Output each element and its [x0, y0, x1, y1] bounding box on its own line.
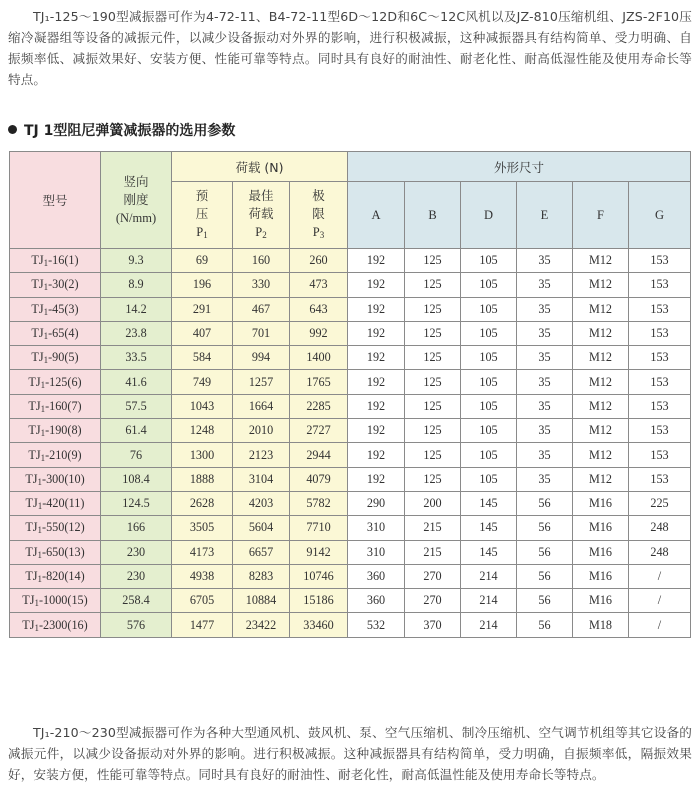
cell-dim-e: 35: [517, 394, 573, 418]
cell-p2: 2123: [233, 443, 290, 467]
intro-text: TJ₁-125～190型减振器可作为4-72-11、B4-72-11型6D～12D和6C～12C风机以及JZ-810压缩机组、JZS-2F10压缩冷凝器组等设备的减振元件，以减少设备振动对外界的影响，进行积极减振，这种减振器具有结构简单、受力明确、自振频率低、减振效果好、安装方便、性能可靠等特点。同时具有良好的耐油性、耐老化性、耐高低湿性能及使用寿命长等特点。: [8, 9, 692, 87]
cell-dim-d: 105: [461, 297, 517, 321]
cell-dim-g: /: [629, 589, 691, 613]
cell-dim-b: 270: [405, 564, 461, 588]
cell-dim-d: 105: [461, 394, 517, 418]
cell-dim-g: 153: [629, 370, 691, 394]
header-p1: 预 压 $P_1$: [172, 182, 233, 249]
cell-dim-d: 145: [461, 540, 517, 564]
cell-stiffness: 124.5: [101, 491, 172, 515]
cell-p3: 33460: [290, 613, 348, 637]
cell-dim-d: 105: [461, 370, 517, 394]
cell-stiffness: 76: [101, 443, 172, 467]
table-row: [10, 297, 691, 321]
cell-dim-a: 192: [348, 249, 405, 273]
cell-dim-f: M12: [573, 249, 629, 273]
table-row: [10, 613, 691, 637]
cell-dim-g: 153: [629, 419, 691, 443]
header-load: 荷载 (N): [172, 152, 348, 182]
cell-p2: 4203: [233, 491, 290, 515]
header-dim-a: A: [348, 182, 405, 249]
cell-dim-e: 56: [517, 491, 573, 515]
cell-p3: 5782: [290, 491, 348, 515]
cell-dim-e: 56: [517, 589, 573, 613]
cell-dim-e: 56: [517, 564, 573, 588]
cell-dim-b: 125: [405, 273, 461, 297]
cell-p2: 8283: [233, 564, 290, 588]
cell-dim-b: 215: [405, 516, 461, 540]
table-row: [10, 273, 691, 297]
cell-dim-a: 192: [348, 443, 405, 467]
cell-dim-g: 153: [629, 249, 691, 273]
cell-stiffness: 33.5: [101, 346, 172, 370]
table-row: [10, 346, 691, 370]
cell-p2: 160: [233, 249, 290, 273]
cell-model: $TJ_1-30(2)$: [10, 273, 101, 297]
header-dim-e: E: [517, 182, 573, 249]
cell-model: $TJ_1-820(14)$: [10, 564, 101, 588]
cell-stiffness: 108.4: [101, 467, 172, 491]
cell-p1: 749: [172, 370, 233, 394]
cell-model: $TJ_1-190(8)$: [10, 419, 101, 443]
header-stiffness: 竖向 刚度 (N/mm): [101, 152, 172, 249]
cell-dim-d: 105: [461, 419, 517, 443]
table-row: [10, 443, 691, 467]
cell-dim-e: 35: [517, 346, 573, 370]
cell-p1: 584: [172, 346, 233, 370]
cell-stiffness: 8.9: [101, 273, 172, 297]
cell-p2: 1664: [233, 394, 290, 418]
cell-dim-f: M16: [573, 491, 629, 515]
cell-dim-g: 153: [629, 394, 691, 418]
cell-dim-f: M12: [573, 370, 629, 394]
table-body: [10, 249, 691, 638]
cell-dim-f: M12: [573, 394, 629, 418]
cell-dim-d: 145: [461, 516, 517, 540]
cell-p1: 4173: [172, 540, 233, 564]
cell-p3: 2285: [290, 394, 348, 418]
cell-p1: 4938: [172, 564, 233, 588]
cell-p1: 1477: [172, 613, 233, 637]
cell-dim-e: 35: [517, 273, 573, 297]
cell-p2: 330: [233, 273, 290, 297]
cell-dim-e: 56: [517, 613, 573, 637]
cell-dim-a: 192: [348, 394, 405, 418]
cell-p1: 1300: [172, 443, 233, 467]
cell-dim-a: 360: [348, 589, 405, 613]
header-dim-b: B: [405, 182, 461, 249]
cell-p3: 9142: [290, 540, 348, 564]
header-dimensions: 外形尺寸: [348, 152, 691, 182]
cell-dim-f: M16: [573, 564, 629, 588]
cell-model: $TJ_1-650(13)$: [10, 540, 101, 564]
cell-dim-f: M12: [573, 419, 629, 443]
cell-dim-a: 192: [348, 321, 405, 345]
cell-model: $TJ_1-210(9)$: [10, 443, 101, 467]
cell-p3: 2727: [290, 419, 348, 443]
table-row: [10, 540, 691, 564]
cell-stiffness: 41.6: [101, 370, 172, 394]
cell-p1: 196: [172, 273, 233, 297]
outro-text: TJ₁-210～230型减振器可作为各种大型通风机、鼓风机、泵、空气压缩机、制冷压缩机、空气调节机组等其它设备的减振元件，以减少设备振动对外界的影响。进行积极减振。这种减振器具有结构简单，受力明确，自振频率低，隔振效果好，安装方便，性能可靠等特点。同时具有良好的耐油性、耐老化性，耐高低温性能及使用寿命长等特点。: [8, 725, 692, 782]
cell-dim-b: 125: [405, 443, 461, 467]
cell-stiffness: 230: [101, 564, 172, 588]
cell-model: $TJ_1-2300(16)$: [10, 613, 101, 637]
cell-p3: 1765: [290, 370, 348, 394]
cell-dim-a: 192: [348, 297, 405, 321]
cell-dim-d: 105: [461, 443, 517, 467]
table-row: [10, 370, 691, 394]
cell-p1: 407: [172, 321, 233, 345]
cell-dim-b: 370: [405, 613, 461, 637]
cell-dim-e: 35: [517, 419, 573, 443]
cell-stiffness: 258.4: [101, 589, 172, 613]
cell-p3: 7710: [290, 516, 348, 540]
cell-dim-d: 105: [461, 273, 517, 297]
cell-dim-f: M12: [573, 467, 629, 491]
cell-p2: 23422: [233, 613, 290, 637]
cell-dim-f: M16: [573, 516, 629, 540]
cell-p1: 69: [172, 249, 233, 273]
cell-dim-b: 125: [405, 467, 461, 491]
cell-dim-a: 310: [348, 540, 405, 564]
cell-dim-b: 200: [405, 491, 461, 515]
cell-dim-f: M12: [573, 346, 629, 370]
table-row: [10, 394, 691, 418]
cell-p1: 1248: [172, 419, 233, 443]
outro-paragraph: [8, 722, 692, 785]
cell-dim-e: 35: [517, 321, 573, 345]
cell-p3: 4079: [290, 467, 348, 491]
cell-dim-g: 153: [629, 346, 691, 370]
cell-stiffness: 61.4: [101, 419, 172, 443]
cell-dim-d: 214: [461, 613, 517, 637]
cell-model: $TJ_1-125(6)$: [10, 370, 101, 394]
cell-dim-g: 153: [629, 273, 691, 297]
cell-dim-a: 310: [348, 516, 405, 540]
cell-model: $TJ_1-65(4)$: [10, 321, 101, 345]
cell-dim-e: 56: [517, 540, 573, 564]
cell-dim-d: 105: [461, 321, 517, 345]
cell-dim-g: 153: [629, 467, 691, 491]
cell-dim-b: 125: [405, 370, 461, 394]
cell-dim-f: M12: [573, 297, 629, 321]
cell-stiffness: 576: [101, 613, 172, 637]
cell-dim-g: 153: [629, 297, 691, 321]
cell-dim-a: 360: [348, 564, 405, 588]
cell-dim-f: M12: [573, 321, 629, 345]
cell-p1: 1043: [172, 394, 233, 418]
cell-dim-g: 248: [629, 516, 691, 540]
cell-dim-d: 145: [461, 491, 517, 515]
header-dim-d: D: [461, 182, 517, 249]
cell-dim-f: M12: [573, 273, 629, 297]
cell-p2: 994: [233, 346, 290, 370]
section-title: TJ 1型阻尼弹簧减振器的选用参数: [8, 120, 235, 140]
cell-model: $TJ_1-90(5)$: [10, 346, 101, 370]
cell-p3: 992: [290, 321, 348, 345]
cell-dim-d: 105: [461, 346, 517, 370]
cell-dim-f: M16: [573, 540, 629, 564]
cell-p2: 5604: [233, 516, 290, 540]
cell-p3: 260: [290, 249, 348, 273]
cell-model: $TJ_1-16(1)$: [10, 249, 101, 273]
bullet-icon: [8, 125, 17, 134]
cell-model: $TJ_1-160(7)$: [10, 394, 101, 418]
cell-dim-e: 35: [517, 443, 573, 467]
cell-dim-f: M16: [573, 589, 629, 613]
cell-p3: 643: [290, 297, 348, 321]
cell-p1: 3505: [172, 516, 233, 540]
cell-stiffness: 14.2: [101, 297, 172, 321]
table-row: [10, 589, 691, 613]
cell-stiffness: 23.8: [101, 321, 172, 345]
cell-dim-b: 215: [405, 540, 461, 564]
cell-p1: 2628: [172, 491, 233, 515]
cell-p2: 10884: [233, 589, 290, 613]
cell-dim-g: 153: [629, 321, 691, 345]
table-row: [10, 419, 691, 443]
cell-dim-a: 192: [348, 346, 405, 370]
cell-p2: 701: [233, 321, 290, 345]
cell-stiffness: 9.3: [101, 249, 172, 273]
cell-dim-e: 35: [517, 467, 573, 491]
cell-p3: 473: [290, 273, 348, 297]
cell-p3: 2944: [290, 443, 348, 467]
table-row: [10, 516, 691, 540]
header-p3: 极 限 $P_3$: [290, 182, 348, 249]
cell-p1: 1888: [172, 467, 233, 491]
cell-p3: 10746: [290, 564, 348, 588]
cell-dim-b: 125: [405, 321, 461, 345]
cell-dim-b: 125: [405, 249, 461, 273]
cell-model: $TJ_1-45(3)$: [10, 297, 101, 321]
cell-p2: 467: [233, 297, 290, 321]
cell-dim-e: 35: [517, 297, 573, 321]
cell-dim-e: 35: [517, 249, 573, 273]
cell-dim-g: 248: [629, 540, 691, 564]
cell-model: $TJ_1-300(10)$: [10, 467, 101, 491]
cell-stiffness: 166: [101, 516, 172, 540]
cell-dim-d: 105: [461, 249, 517, 273]
cell-dim-g: 225: [629, 491, 691, 515]
cell-dim-g: /: [629, 613, 691, 637]
table-row: [10, 467, 691, 491]
cell-dim-e: 56: [517, 516, 573, 540]
table-row: [10, 321, 691, 345]
cell-dim-a: 532: [348, 613, 405, 637]
cell-p2: 3104: [233, 467, 290, 491]
cell-p1: 6705: [172, 589, 233, 613]
cell-dim-a: 192: [348, 419, 405, 443]
cell-stiffness: 57.5: [101, 394, 172, 418]
cell-dim-b: 125: [405, 394, 461, 418]
cell-dim-f: M18: [573, 613, 629, 637]
cell-dim-d: 105: [461, 467, 517, 491]
cell-dim-a: 192: [348, 467, 405, 491]
cell-model: $TJ_1-1000(15)$: [10, 589, 101, 613]
cell-model: $TJ_1-550(12)$: [10, 516, 101, 540]
cell-dim-g: /: [629, 564, 691, 588]
cell-dim-b: 125: [405, 297, 461, 321]
cell-p2: 6657: [233, 540, 290, 564]
header-dim-g: G: [629, 182, 691, 249]
cell-dim-d: 214: [461, 589, 517, 613]
cell-dim-a: 192: [348, 273, 405, 297]
table-row: [10, 249, 691, 273]
header-dim-f: F: [573, 182, 629, 249]
cell-dim-b: 125: [405, 346, 461, 370]
cell-dim-e: 35: [517, 370, 573, 394]
cell-dim-g: 153: [629, 443, 691, 467]
cell-dim-b: 270: [405, 589, 461, 613]
cell-dim-b: 125: [405, 419, 461, 443]
intro-paragraph: [8, 6, 692, 90]
cell-dim-d: 214: [461, 564, 517, 588]
cell-dim-f: M12: [573, 443, 629, 467]
cell-p3: 15186: [290, 589, 348, 613]
cell-stiffness: 230: [101, 540, 172, 564]
table-row: [10, 491, 691, 515]
table-row: [10, 564, 691, 588]
header-p2: 最佳 荷载 $P_2$: [233, 182, 290, 249]
cell-p2: 1257: [233, 370, 290, 394]
cell-model: $TJ_1-420(11)$: [10, 491, 101, 515]
cell-p3: 1400: [290, 346, 348, 370]
header-model: 型号: [10, 152, 101, 249]
parameter-table: [9, 151, 691, 638]
cell-p2: 2010: [233, 419, 290, 443]
cell-dim-a: 192: [348, 370, 405, 394]
cell-p1: 291: [172, 297, 233, 321]
cell-dim-a: 290: [348, 491, 405, 515]
